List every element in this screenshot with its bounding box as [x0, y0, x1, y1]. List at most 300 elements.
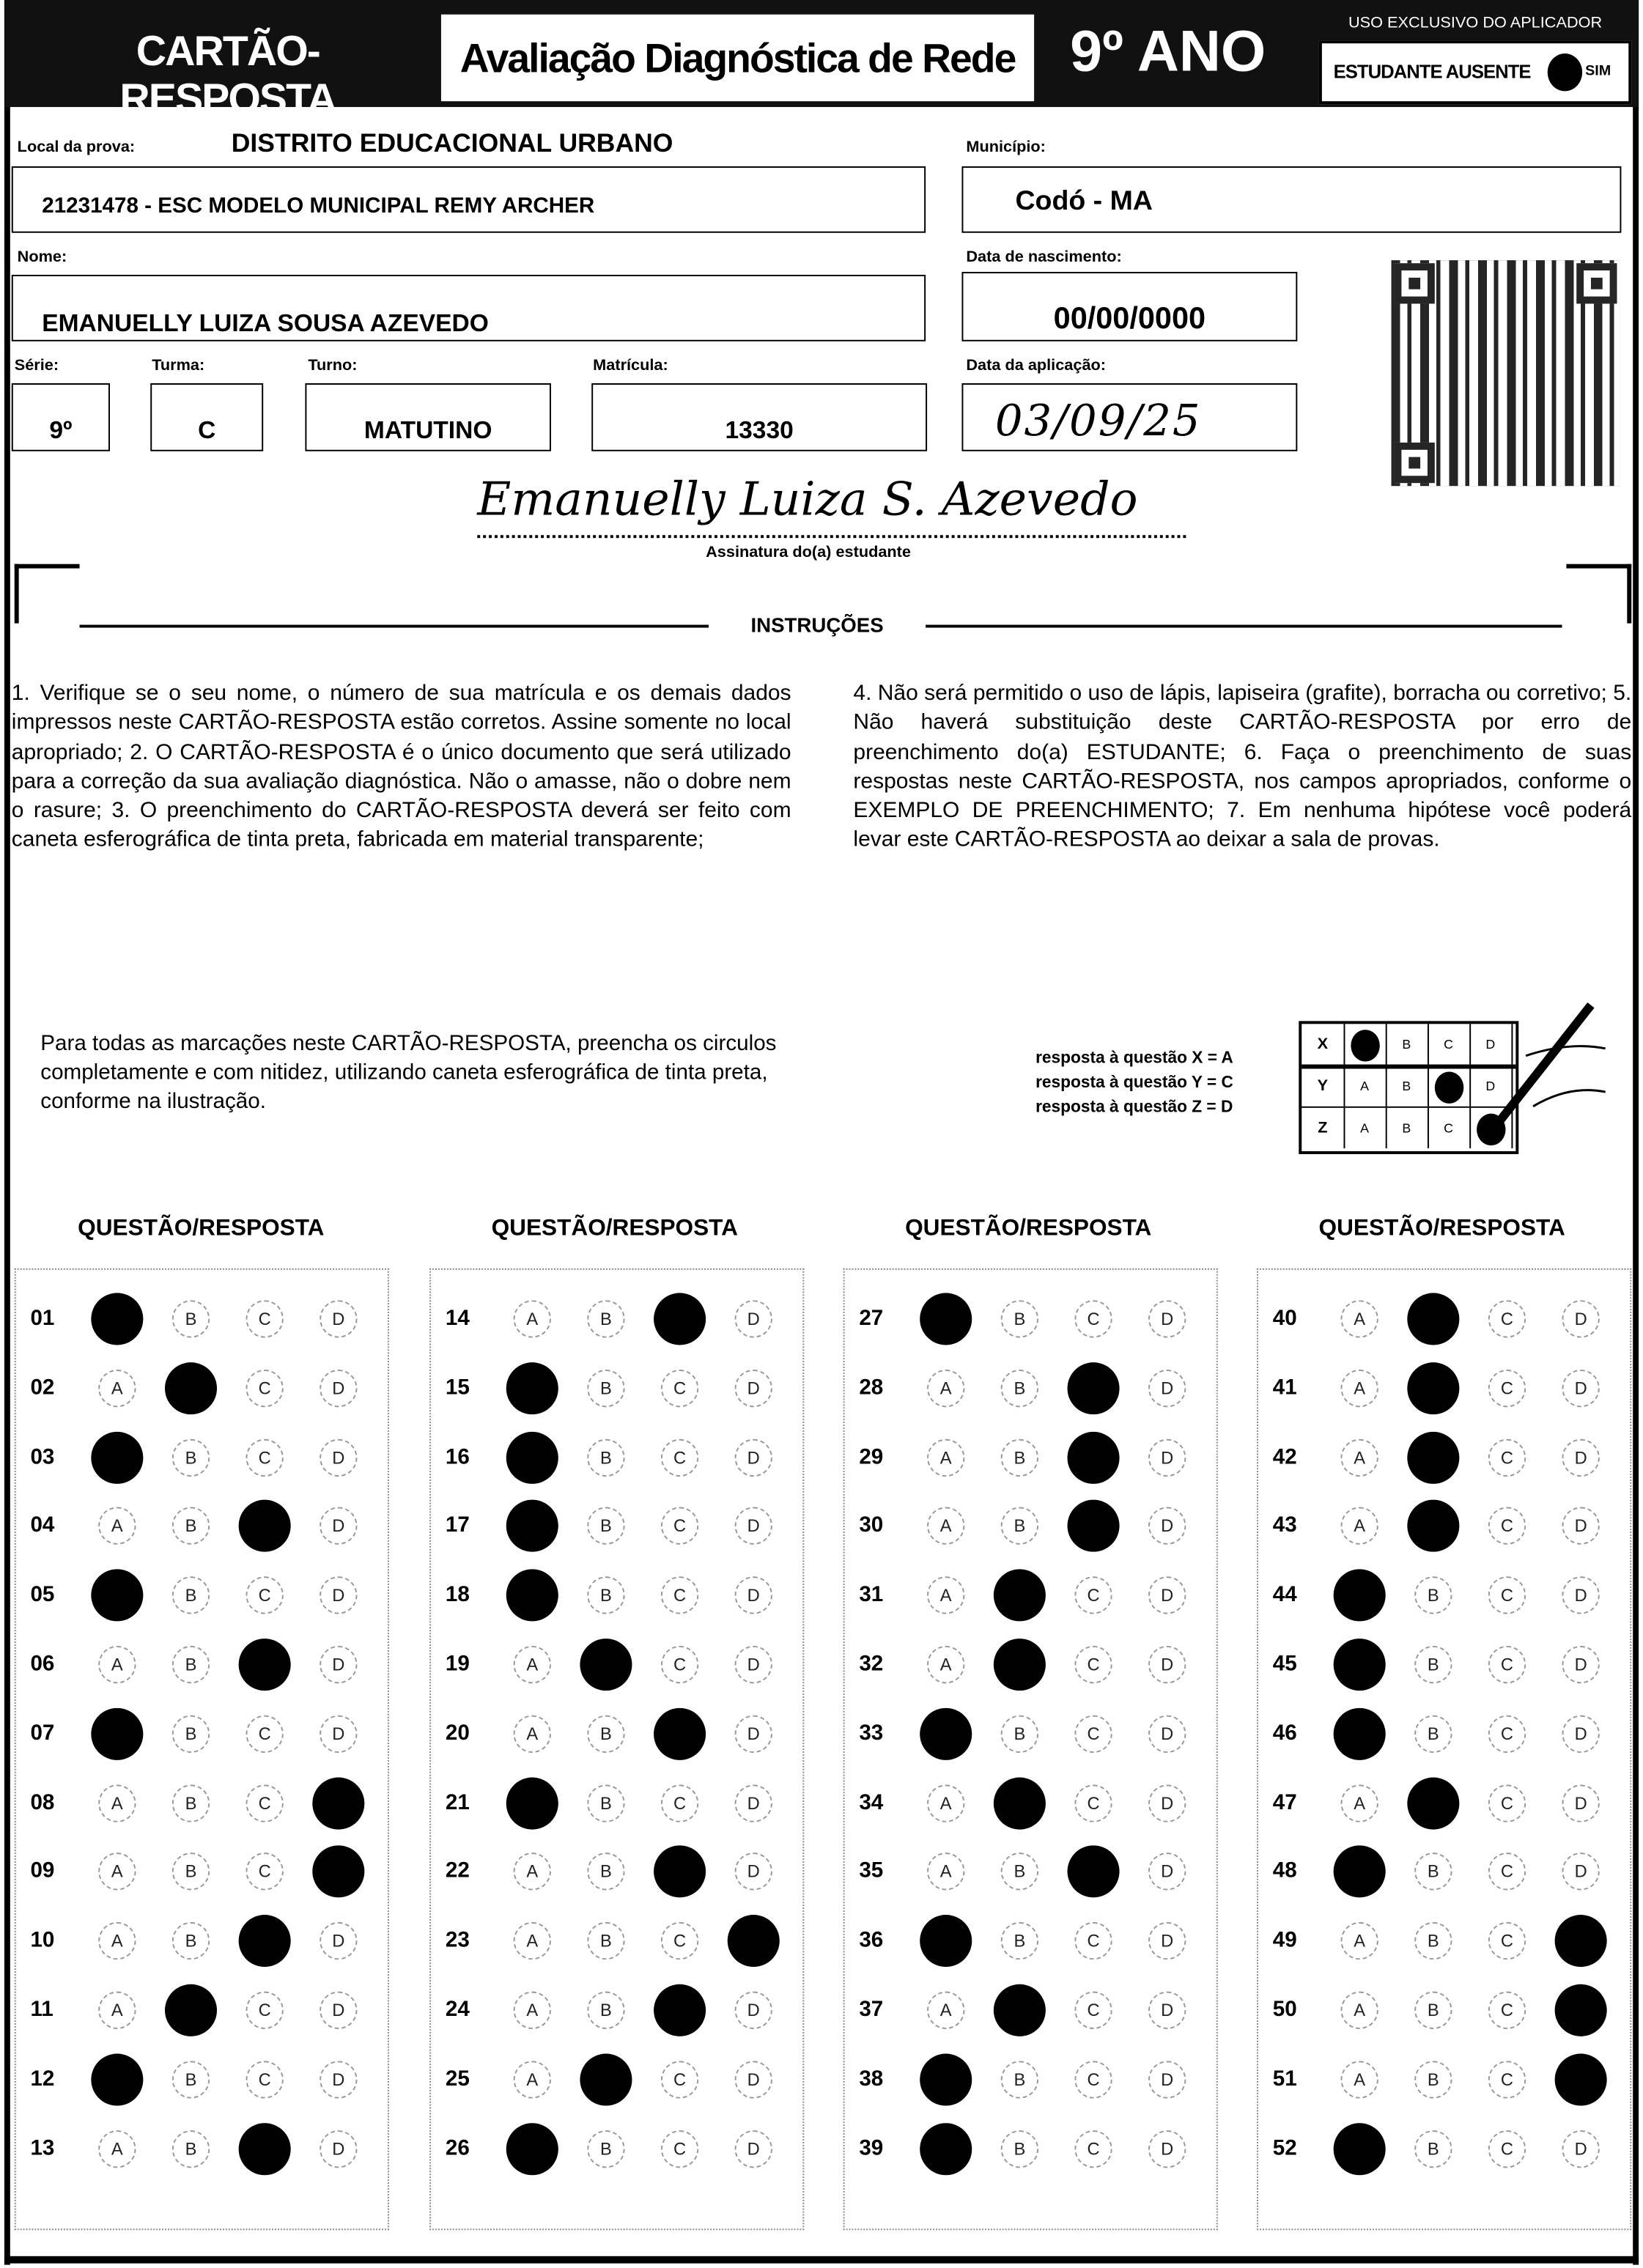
answer-column — [843, 1268, 1218, 2230]
answer-bubble-c[interactable]: C — [246, 1577, 284, 1614]
answer-bubble-a[interactable] — [1334, 1846, 1386, 1898]
answer-bubble-c[interactable]: C — [246, 1784, 284, 1822]
answer-row — [1258, 1359, 1630, 1417]
question-number: 42 — [1272, 1444, 1297, 1469]
answer-bubble-c[interactable]: C — [1488, 1992, 1526, 2029]
answer-bubble-d[interactable]: D — [735, 1992, 772, 2029]
answer-bubble-b[interactable]: B — [587, 1438, 624, 1476]
answer-bubble-b[interactable]: B — [172, 1438, 210, 1476]
answer-bubble-c[interactable] — [239, 2122, 291, 2174]
answer-bubble-b[interactable]: B — [1001, 1715, 1038, 1752]
answer-bubble-b[interactable]: B — [1001, 1438, 1038, 1476]
answer-bubble-b[interactable]: B — [1001, 2061, 1038, 2098]
grade-title: 9º ANO — [1070, 20, 1266, 84]
answer-bubble-a[interactable]: A — [514, 1992, 551, 2029]
answer-bubble-c[interactable] — [1068, 1362, 1120, 1414]
answer-bubble-c[interactable] — [654, 1707, 706, 1759]
answer-bubble-c[interactable]: C — [246, 1370, 284, 1407]
turno-value: MATUTINO — [363, 416, 492, 444]
answer-bubble-d[interactable]: D — [1562, 1577, 1599, 1614]
answer-bubble-d[interactable]: D — [735, 1853, 772, 1891]
nome-label: Nome: — [17, 248, 67, 267]
municipio-value: Codó - MA — [1015, 186, 1153, 218]
answer-bubble-a[interactable] — [920, 2053, 972, 2105]
answer-row — [431, 1774, 802, 1832]
answer-bubble-c[interactable]: C — [661, 1784, 698, 1822]
answer-bubble-b[interactable]: B — [587, 1992, 624, 2029]
answer-bubble-b[interactable]: B — [172, 1715, 210, 1752]
answer-bubble-a[interactable]: A — [98, 1646, 136, 1683]
question-number: 10 — [30, 1928, 55, 1953]
example-y: resposta à questão Y = C — [1035, 1074, 1233, 1093]
answer-bubble-b[interactable]: B — [587, 1577, 624, 1614]
answer-bubble-d[interactable]: D — [1562, 1853, 1599, 1891]
answer-bubble-b[interactable]: B — [587, 2130, 624, 2167]
answer-bubble-c[interactable]: C — [1074, 2061, 1112, 2098]
nascimento-value: 00/00/0000 — [1053, 302, 1206, 336]
answer-bubble-b[interactable] — [1407, 1362, 1459, 1414]
answer-bubble-a[interactable]: A — [927, 1992, 964, 2029]
answer-bubble-d[interactable] — [312, 1846, 364, 1898]
answer-bubble-d[interactable]: D — [1562, 2130, 1599, 2167]
answer-bubble-d[interactable]: D — [1148, 1784, 1186, 1822]
answer-bubble-c[interactable]: C — [246, 1438, 284, 1476]
answer-bubble-a[interactable] — [506, 1431, 558, 1483]
example-bubble: D — [1469, 1024, 1513, 1064]
answer-bubble-c[interactable] — [239, 1639, 291, 1691]
answer-bubble-d[interactable]: D — [1562, 1784, 1599, 1822]
answer-bubble-a[interactable]: A — [927, 1507, 964, 1545]
answer-bubble-d[interactable]: D — [1148, 1300, 1186, 1337]
answer-bubble-c[interactable] — [654, 1984, 706, 2036]
answer-bubble-a[interactable]: A — [514, 1715, 551, 1752]
answer-bubble-d[interactable]: D — [735, 1300, 772, 1337]
answer-bubble-a[interactable] — [1334, 1639, 1386, 1691]
answer-bubble-a[interactable]: A — [514, 1922, 551, 1959]
answer-row — [431, 1497, 802, 1555]
answer-bubble-a[interactable]: A — [1341, 1922, 1378, 1959]
applicator-box — [1319, 9, 1631, 104]
answer-bubble-c[interactable]: C — [661, 1507, 698, 1545]
answer-row — [431, 1912, 802, 1970]
answer-row — [845, 2050, 1216, 2108]
answer-bubble-a[interactable]: A — [1341, 1300, 1378, 1337]
answer-row — [1258, 1497, 1630, 1555]
question-number: 47 — [1272, 1789, 1297, 1815]
answer-bubble-b[interactable]: B — [172, 1646, 210, 1683]
answer-bubble-a[interactable]: A — [98, 1922, 136, 1959]
question-number: 19 — [445, 1651, 470, 1677]
answer-bubble-a[interactable]: A — [98, 1507, 136, 1545]
answer-bubble-d[interactable]: D — [320, 1300, 357, 1337]
answer-bubble-c[interactable]: C — [246, 1992, 284, 2029]
answer-bubble-d[interactable]: D — [1148, 2130, 1186, 2167]
answer-bubble-a[interactable]: A — [927, 1370, 964, 1407]
answer-bubble-b[interactable]: B — [1414, 1646, 1452, 1683]
answer-bubble-c[interactable]: C — [1488, 2061, 1526, 2098]
answer-bubble-d[interactable]: D — [320, 1922, 357, 1959]
answer-bubble-c[interactable]: C — [1488, 1853, 1526, 1891]
answer-bubble-d[interactable]: D — [320, 1577, 357, 1614]
question-number: 20 — [445, 1721, 470, 1746]
question-number: 05 — [30, 1582, 55, 1608]
answer-bubble-c[interactable] — [239, 1500, 291, 1552]
answer-bubble-c[interactable]: C — [246, 1300, 284, 1337]
answer-bubble-b[interactable]: B — [172, 2061, 210, 2098]
answer-bubble-d[interactable] — [728, 1915, 780, 1967]
answer-bubble-a[interactable]: A — [1341, 1438, 1378, 1476]
instructions-title: INSTRUÇÕES — [709, 613, 926, 637]
answer-bubble-a[interactable]: A — [927, 1577, 964, 1614]
answer-bubble-c[interactable]: C — [1488, 1300, 1526, 1337]
answer-bubble-c[interactable]: C — [661, 2130, 698, 2167]
answer-row — [16, 1912, 388, 1970]
example-bubble: A — [1343, 1108, 1387, 1148]
answer-row — [16, 1774, 388, 1832]
answer-bubble-b[interactable] — [994, 1777, 1046, 1829]
answer-bubble-b[interactable]: B — [172, 1784, 210, 1822]
answer-row — [16, 2119, 388, 2177]
answer-bubble-c[interactable]: C — [246, 1715, 284, 1752]
answer-bubble-b[interactable]: B — [587, 1370, 624, 1407]
answer-bubble-a[interactable] — [506, 1362, 558, 1414]
pen-hand-icon — [1483, 998, 1613, 1142]
municipio-label: Município: — [966, 138, 1046, 157]
answer-bubble-d[interactable]: D — [735, 1784, 772, 1822]
answer-bubble-a[interactable] — [91, 1431, 143, 1483]
answer-bubble-b[interactable]: B — [172, 2130, 210, 2167]
instructions-right: 4. Não será permitido o uso de lápis, lapiseira (grafite), borracha ou corretivo; 5. Não haverá substituição deste CARTÃO-RESPOSTA por erro de preenchimento do(a) ESTUDANTE; 6. Faça o preenchimento de suas respostas neste CARTÃO-RESPOSTA, nos campos apropriados, conforme o EXEMPLO DE PREENCHIMENTO; 7. Em nenhuma hipótese você poderá levar este CARTÃO-RESPOSTA ao deixar a sala de provas. — [853, 681, 1632, 853]
answer-bubble-b[interactable] — [1407, 1500, 1459, 1552]
answer-bubble-b[interactable] — [994, 1570, 1046, 1622]
matricula-label: Matrícula: — [593, 357, 668, 375]
answer-bubble-a[interactable] — [1334, 1707, 1386, 1759]
answer-row — [1258, 1428, 1630, 1486]
matricula-value: 13330 — [725, 416, 794, 444]
answer-bubble-b[interactable]: B — [172, 1922, 210, 1959]
card-title: CARTÃO-RESPOSTA — [119, 29, 336, 123]
answer-bubble-d[interactable]: D — [1148, 1438, 1186, 1476]
answer-bubble-c[interactable]: C — [1074, 1646, 1112, 1683]
answer-bubble-c[interactable]: C — [1488, 1370, 1526, 1407]
frame-bottom — [4, 2256, 1639, 2264]
question-number: 11 — [30, 1997, 53, 2023]
answer-column — [429, 1268, 804, 2230]
answer-bubble-b[interactable]: B — [172, 1300, 210, 1337]
answer-bubble-a[interactable] — [506, 2122, 558, 2174]
answer-bubble-d[interactable]: D — [735, 2130, 772, 2167]
answer-row — [845, 1843, 1216, 1901]
answer-bubble-d[interactable]: D — [320, 2061, 357, 2098]
question-number: 12 — [30, 2066, 55, 2091]
answer-row — [845, 1497, 1216, 1555]
answer-bubble-d[interactable]: D — [1148, 1577, 1186, 1614]
answer-bubble-d[interactable]: D — [1562, 1370, 1599, 1407]
answer-bubble-b[interactable] — [994, 1984, 1046, 2036]
answer-bubble-b[interactable]: B — [1414, 1715, 1452, 1752]
answer-bubble-d[interactable]: D — [1148, 1370, 1186, 1407]
answer-bubble-b[interactable] — [165, 1362, 217, 1414]
answer-bubble-d[interactable]: D — [735, 1646, 772, 1683]
example-bubble — [1343, 1024, 1387, 1064]
answer-bubble-d[interactable]: D — [1562, 1715, 1599, 1752]
answer-bubble-b[interactable] — [580, 1639, 632, 1691]
answer-bubble-b[interactable]: B — [1414, 2130, 1452, 2167]
question-number: 38 — [859, 2066, 884, 2091]
answer-bubble-d[interactable] — [1555, 1984, 1607, 2036]
answer-bubble-b[interactable] — [580, 2053, 632, 2105]
answer-bubble-a[interactable] — [91, 2053, 143, 2105]
answer-bubble-d[interactable]: D — [1148, 1646, 1186, 1683]
answer-bubble-a[interactable]: A — [927, 1784, 964, 1822]
answer-bubble-d[interactable]: D — [1148, 1507, 1186, 1545]
answer-bubble-a[interactable] — [91, 1570, 143, 1622]
answer-bubble-c[interactable]: C — [1488, 1715, 1526, 1752]
question-number: 01 — [30, 1306, 55, 1331]
answer-bubble-c[interactable]: C — [661, 1646, 698, 1683]
answer-bubble-a[interactable] — [506, 1500, 558, 1552]
answer-bubble-b[interactable]: B — [587, 1300, 624, 1337]
answer-bubble-a[interactable] — [506, 1777, 558, 1829]
answer-bubble-b[interactable]: B — [587, 1507, 624, 1545]
instructions-left: 1. Verifique se o seu nome, o número de sua matrícula e os demais dados impressos neste CARTÃO-RESPOSTA estão corretos. Assine somente no local apropriado; 2. O CARTÃO-RESPOSTA é o único documento que será utilizado para a correção da sua avaliação diagnóstica. Não o amasse, não o dobre nem o rasure; 3. O preenchimento do CARTÃO-RESPOSTA deverá ser feito com caneta esferográfica de tinta preta, fabricada em material transparente; — [11, 681, 791, 853]
answer-column — [1257, 1268, 1631, 2230]
answer-bubble-c[interactable]: C — [1074, 1992, 1112, 2029]
answer-row — [1258, 1774, 1630, 1832]
answer-row — [16, 1636, 388, 1693]
matricula-field — [591, 383, 927, 451]
answer-bubble-c[interactable]: C — [1488, 1922, 1526, 1959]
answer-bubble-d[interactable]: D — [1148, 1992, 1186, 2029]
answer-bubble-d[interactable]: D — [320, 1992, 357, 2029]
answer-bubble-c[interactable]: C — [1074, 1577, 1112, 1614]
question-number: 28 — [859, 1375, 884, 1400]
answer-bubble-d[interactable]: D — [1562, 1507, 1599, 1545]
answer-row — [16, 1359, 388, 1417]
answer-bubble-c[interactable]: C — [1488, 1507, 1526, 1545]
example-bubble: B — [1386, 1024, 1429, 1064]
answer-bubble-c[interactable]: C — [1488, 1784, 1526, 1822]
answer-bubble-b[interactable]: B — [1414, 1992, 1452, 2029]
question-number: 03 — [30, 1444, 55, 1469]
answer-bubble-a[interactable]: A — [1341, 1784, 1378, 1822]
answer-bubble-a[interactable]: A — [514, 1853, 551, 1891]
answer-bubble-d[interactable]: D — [1562, 1300, 1599, 1337]
answer-bubble-c[interactable] — [1068, 1846, 1120, 1898]
answer-bubble-b[interactable] — [1407, 1777, 1459, 1829]
answer-bubble-d[interactable] — [312, 1777, 364, 1829]
frame-left — [4, 0, 10, 2265]
answer-bubble-a[interactable] — [1334, 1570, 1386, 1622]
answer-bubble-d[interactable]: D — [320, 1715, 357, 1752]
answer-bubble-d[interactable]: D — [1562, 1646, 1599, 1683]
answer-bubble-d[interactable] — [1555, 1915, 1607, 1967]
answer-bubble-d[interactable]: D — [320, 2130, 357, 2167]
question-number: 36 — [859, 1928, 884, 1953]
answer-bubble-c[interactable] — [1068, 1431, 1120, 1483]
answer-bubble-a[interactable]: A — [514, 1646, 551, 1683]
answer-bubble-b[interactable] — [1407, 1293, 1459, 1345]
answer-bubble-d[interactable] — [1555, 2053, 1607, 2105]
school-value: 21231478 - ESC MODELO MUNICIPAL REMY ARCHER — [42, 193, 595, 219]
example-x: resposta à questão X = A — [1035, 1049, 1233, 1068]
answer-bubble-d[interactable]: D — [1148, 1853, 1186, 1891]
answer-bubble-b[interactable]: B — [1001, 1370, 1038, 1407]
answer-bubble-c[interactable] — [1068, 1500, 1120, 1552]
answer-bubble-b[interactable]: B — [1001, 1507, 1038, 1545]
answer-row — [1258, 2050, 1630, 2108]
answer-row — [1258, 1912, 1630, 1970]
answer-bubble-a[interactable]: A — [98, 2130, 136, 2167]
answer-row — [845, 1567, 1216, 1625]
aplicacao-label: Data da aplicação: — [966, 357, 1107, 375]
absent-bubble[interactable] — [1548, 53, 1582, 91]
answer-bubble-a[interactable]: A — [927, 1646, 964, 1683]
answer-bubble-d[interactable]: D — [320, 1646, 357, 1683]
answer-bubble-b[interactable]: B — [587, 1853, 624, 1891]
example-bubble: A — [1343, 1066, 1387, 1107]
answer-bubble-c[interactable]: C — [1074, 1784, 1112, 1822]
question-number: 16 — [445, 1444, 470, 1469]
answer-bubble-a[interactable]: A — [98, 1853, 136, 1891]
answer-bubble-d[interactable]: D — [320, 1370, 357, 1407]
answer-bubble-a[interactable]: A — [514, 1300, 551, 1337]
answer-bubble-b[interactable]: B — [1001, 1922, 1038, 1959]
turno-field — [305, 383, 551, 451]
answer-bubble-c[interactable]: C — [1488, 2130, 1526, 2167]
answer-row — [1258, 2119, 1630, 2177]
question-number: 08 — [30, 1789, 55, 1815]
answer-row — [845, 1704, 1216, 1762]
serie-value: 9º — [49, 416, 73, 444]
answer-bubble-a[interactable]: A — [1341, 2061, 1378, 2098]
answer-bubble-d[interactable]: D — [1148, 2061, 1186, 2098]
answer-bubble-c[interactable]: C — [1488, 1646, 1526, 1683]
answer-bubble-b[interactable]: B — [172, 1853, 210, 1891]
answer-bubble-a[interactable] — [91, 1707, 143, 1759]
answer-bubble-c[interactable]: C — [661, 1577, 698, 1614]
answer-bubble-a[interactable] — [506, 1570, 558, 1622]
answer-bubble-b[interactable]: B — [587, 1715, 624, 1752]
answer-bubble-a[interactable]: A — [1341, 1370, 1378, 1407]
answer-bubble-b[interactable] — [165, 1984, 217, 2036]
answer-bubble-d[interactable]: D — [320, 1507, 357, 1545]
answer-bubble-c[interactable]: C — [661, 2061, 698, 2098]
absent-label: ESTUDANTE AUSENTE — [1333, 60, 1531, 83]
answer-row — [845, 1912, 1216, 1970]
answer-row — [16, 1843, 388, 1901]
answer-bubble-c[interactable]: C — [661, 1370, 698, 1407]
answer-bubble-c[interactable]: C — [1488, 1577, 1526, 1614]
answer-bubble-a[interactable]: A — [927, 1438, 964, 1476]
question-number: 26 — [445, 2135, 470, 2160]
answer-bubble-b[interactable]: B — [1414, 1577, 1452, 1614]
answer-bubble-d[interactable]: D — [735, 1370, 772, 1407]
answer-bubble-d[interactable]: D — [735, 2061, 772, 2098]
aplicacao-value: 03/09/25 — [994, 396, 1202, 447]
answer-bubble-d[interactable]: D — [735, 1715, 772, 1752]
answer-bubble-c[interactable] — [239, 1915, 291, 1967]
question-number: 48 — [1272, 1858, 1297, 1884]
question-number: 18 — [445, 1582, 470, 1608]
answer-bubble-a[interactable] — [920, 1915, 972, 1967]
answer-bubble-a[interactable]: A — [98, 1784, 136, 1822]
answer-bubble-b[interactable] — [1407, 1431, 1459, 1483]
answer-bubble-b[interactable]: B — [587, 1922, 624, 1959]
answer-bubble-b[interactable]: B — [1414, 2061, 1452, 2098]
question-number: 22 — [445, 1858, 470, 1884]
answer-bubble-b[interactable]: B — [1001, 2130, 1038, 2167]
answer-bubble-a[interactable]: A — [1341, 1507, 1378, 1545]
answer-bubble-b[interactable] — [994, 1639, 1046, 1691]
question-number: 09 — [30, 1858, 55, 1884]
answer-bubble-b[interactable]: B — [1414, 1853, 1452, 1891]
frame-right — [1633, 0, 1639, 2265]
answer-bubble-c[interactable] — [654, 1293, 706, 1345]
answer-bubble-c[interactable]: C — [1074, 1922, 1112, 1959]
answer-bubble-d[interactable]: D — [320, 1438, 357, 1476]
answer-bubble-d[interactable]: D — [735, 1577, 772, 1614]
question-number: 37 — [859, 1997, 884, 2023]
example-z: resposta à questão Z = D — [1035, 1098, 1233, 1117]
answer-bubble-a[interactable] — [91, 1293, 143, 1345]
answer-bubble-c[interactable]: C — [246, 2061, 284, 2098]
answer-bubble-b[interactable]: B — [1414, 1922, 1452, 1959]
answer-bubble-a[interactable]: A — [98, 1992, 136, 2029]
answer-bubble-a[interactable]: A — [1341, 1992, 1378, 2029]
answer-bubble-c[interactable]: C — [1074, 1300, 1112, 1337]
answer-bubble-a[interactable] — [920, 1707, 972, 1759]
answer-bubble-d[interactable]: D — [1148, 1715, 1186, 1752]
answer-bubble-c[interactable]: C — [1488, 1438, 1526, 1476]
answer-bubble-b[interactable]: B — [1001, 1300, 1038, 1337]
answer-bubble-a[interactable]: A — [927, 1853, 964, 1891]
answer-bubble-b[interactable]: B — [1001, 1853, 1038, 1891]
answer-bubble-d[interactable]: D — [1562, 1438, 1599, 1476]
answer-row — [431, 1290, 802, 1348]
answer-bubble-b[interactable]: B — [587, 1784, 624, 1822]
answer-bubble-a[interactable] — [920, 1293, 972, 1345]
answer-bubble-c[interactable]: C — [661, 1922, 698, 1959]
nome-value: EMANUELLY LUIZA SOUSA AZEVEDO — [42, 309, 489, 337]
answer-bubble-b[interactable]: B — [172, 1507, 210, 1545]
turno-label: Turno: — [308, 357, 358, 375]
answer-bubble-d[interactable]: D — [735, 1438, 772, 1476]
answer-bubble-c[interactable]: C — [246, 1853, 284, 1891]
turma-label: Turma: — [152, 357, 205, 375]
question-number: 06 — [30, 1651, 55, 1677]
answer-row — [16, 1567, 388, 1625]
answer-bubble-d[interactable]: D — [1148, 1922, 1186, 1959]
answer-bubble-b[interactable]: B — [172, 1577, 210, 1614]
answer-bubble-a[interactable]: A — [98, 1370, 136, 1407]
answer-row — [431, 2119, 802, 2177]
answer-bubble-a[interactable]: A — [514, 2061, 551, 2098]
question-number: 33 — [859, 1721, 884, 1746]
answer-row — [431, 1704, 802, 1762]
turma-field — [150, 383, 263, 451]
answer-bubble-a[interactable] — [920, 2122, 972, 2174]
answer-row — [16, 1981, 388, 2039]
answer-bubble-a[interactable] — [1334, 2122, 1386, 2174]
answer-bubble-c[interactable]: C — [1074, 2130, 1112, 2167]
answer-row — [1258, 1704, 1630, 1762]
answer-bubble-c[interactable]: C — [1074, 1715, 1112, 1752]
answer-bubble-c[interactable] — [654, 1846, 706, 1898]
answer-bubble-c[interactable]: C — [661, 1438, 698, 1476]
question-number: 44 — [1272, 1582, 1297, 1608]
answer-bubble-d[interactable]: D — [735, 1507, 772, 1545]
